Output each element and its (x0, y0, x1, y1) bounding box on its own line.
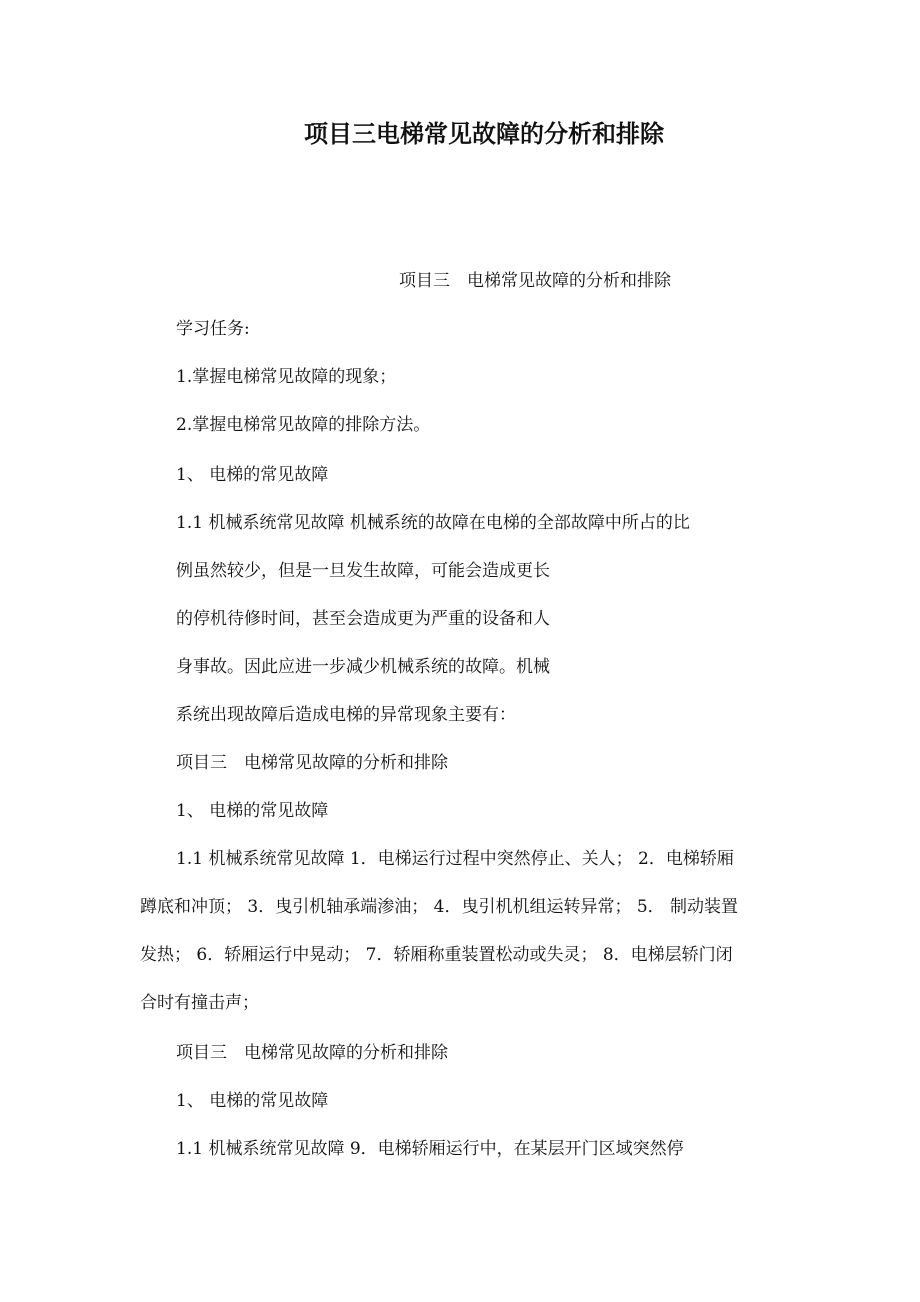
section-heading: 项目三 电梯常见故障的分析和排除 (399, 271, 671, 291)
repeated-section-heading: 项目三 电梯常见故障的分析和排除 (176, 753, 448, 773)
section-1-heading: 1、 电梯的常见故障 (176, 465, 329, 485)
paragraph-line: 1.1 机械系统常见故障 1．电梯运行过程中突然停止、关人； 2．电梯轿厢 (176, 849, 734, 869)
repeated-section-heading: 项目三 电梯常见故障的分析和排除 (176, 1043, 448, 1063)
paragraph-line: 1.1 机械系统常见故障 机械系统的故障在电梯的全部故障中所占的比 (176, 513, 690, 533)
section-1-heading: 1、 电梯的常见故障 (176, 1091, 329, 1111)
task-item-1: 1.掌握电梯常见故障的现象； (176, 367, 397, 387)
paragraph-line: 蹲底和冲顶； 3．曳引机轴承端渗油； 4．曳引机机组运转异常； 5． 制动装置 (140, 897, 739, 917)
paragraph-line: 1.1 机械系统常见故障 9．电梯轿厢运行中，在某层开门区域突然停 (176, 1139, 684, 1159)
paragraph-line: 系统出现故障后造成电梯的异常现象主要有： (176, 705, 516, 725)
paragraph-line: 身事故。因此应进一步减少机械系统的故障。机械 (176, 657, 550, 677)
paragraph-line: 例虽然较少，但是一旦发生故障，可能会造成更长 (176, 561, 550, 581)
task-item-2: 2.掌握电梯常见故障的排除方法。 (176, 415, 431, 435)
learning-tasks-label: 学习任务: (176, 319, 250, 339)
paragraph-line: 发热； 6．轿厢运行中晃动； 7．轿厢称重装置松动或失灵； 8．电梯层轿门闭 (140, 945, 733, 965)
document-title: 项目三电梯常见故障的分析和排除 (304, 120, 664, 148)
paragraph-line: 的停机待修时间，甚至会造成更为严重的设备和人 (176, 609, 550, 629)
paragraph-line: 合时有撞击声； (140, 993, 259, 1013)
section-1-heading: 1、 电梯的常见故障 (176, 801, 329, 821)
